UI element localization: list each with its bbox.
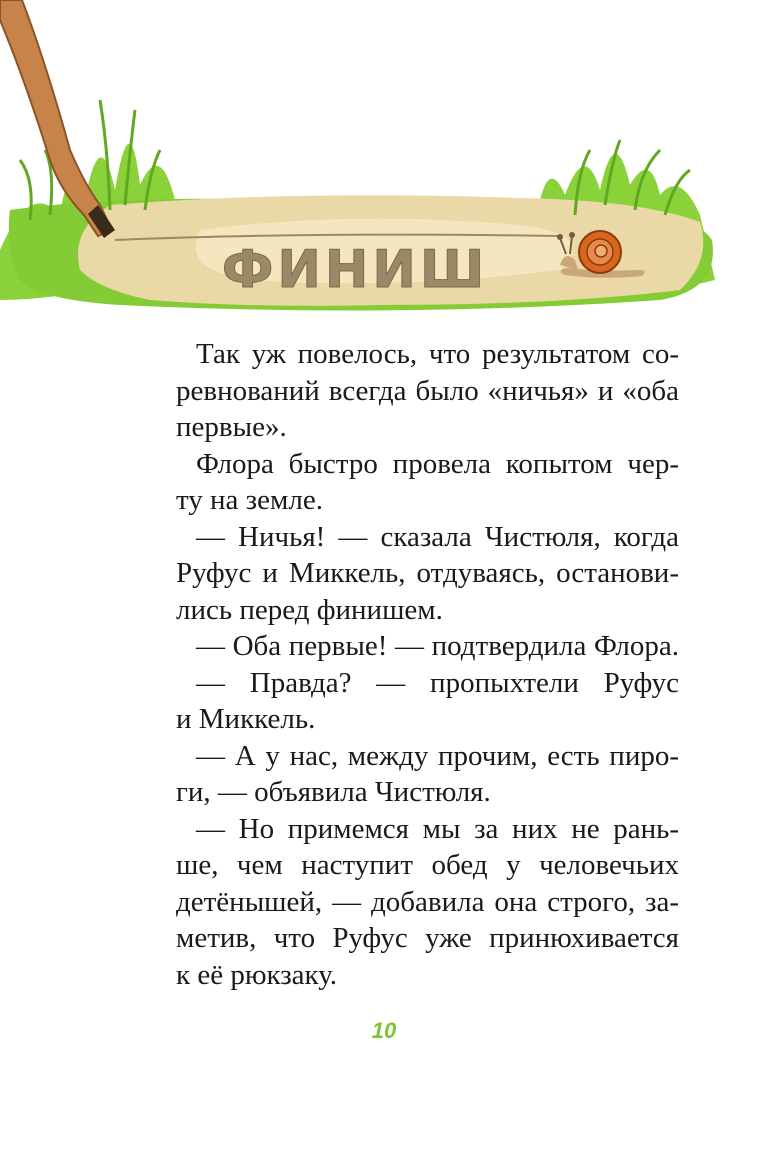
text-line: Так уж повелось, что результатом со- [196,338,679,370]
finish-ground-text: ФИНИШ [221,240,489,300]
text-line: ше, чем наступит обед у человечьих [176,849,679,881]
text-line: к её рюкзаку. [176,958,338,991]
text-line: — Но примемся мы за них не рань- [196,812,679,845]
finish-line-illustration [0,0,768,330]
text-line: — А у нас, между прочим, есть пиро- [196,739,679,772]
text-line: лись перед финишем. [176,593,443,626]
text-line: — Правда? — пропыхтели Руфус [196,666,679,699]
stick-icon [0,0,112,236]
text-line: ревнований всегда было «ничья» и «оба [176,374,679,407]
story-text [176,336,679,993]
text-line: метив, что Руфус уже принюхивается [176,922,679,954]
page-number: 10 [371,1018,397,1043]
text-line: Руфус и Миккель, отдуваясь, останови- [176,557,679,589]
text-line: первые». [176,411,287,443]
text-line: ги, — объявила Чистюля. [176,776,491,808]
text-line: — Оба первые! — подтвердила Флора. [196,630,679,662]
text-line: ту на земле. [176,484,323,516]
text-line: Флора быстро провела копытом чер- [196,447,679,480]
text-line: — Ничья! — сказала Чистюля, когда [196,520,679,553]
text-line: детёнышей, — добавила она строго, за- [176,885,679,918]
text-line: и Миккель. [176,703,316,735]
